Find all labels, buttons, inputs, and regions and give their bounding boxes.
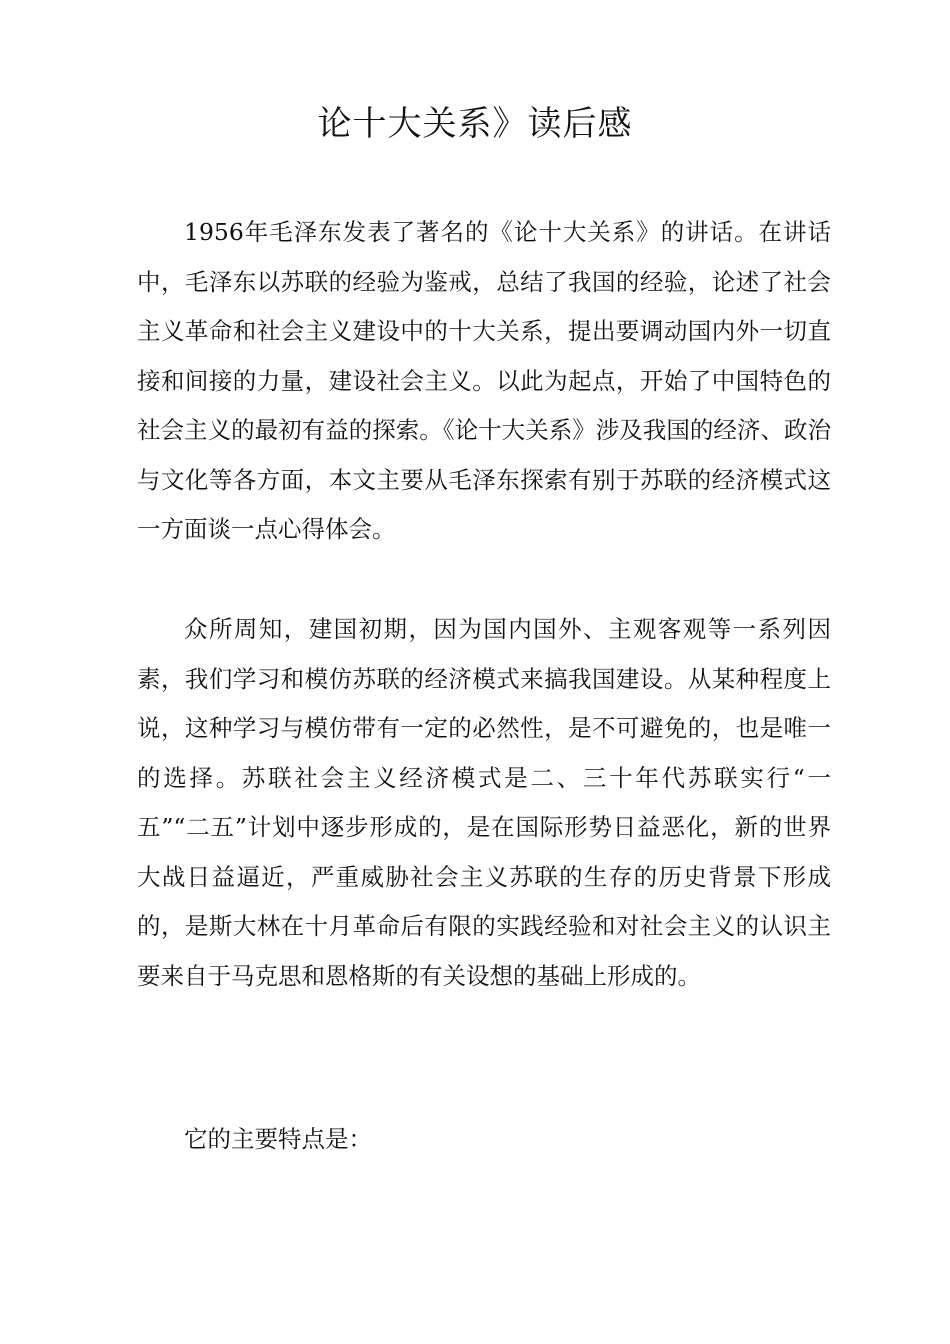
body-paragraph-intro xyxy=(137,208,831,555)
paragraph-text: 1956年毛泽东发表了著名的《论十大关系》的讲话。在讲话中，毛泽东以苏联的经验为鉴戒，总结了我国的经验，论述了社会主义革命和社会主义建设中的十大关系，提出要调动国内外一切直接和间接的力量，建设社会主义。以此为起点，开始了中国特色的社会主义的最初有益的探索。《论十大关系》涉及我国的经济、政治与文化等各方面，本文主要从毛泽东探索有别于苏联的经济模式这一方面谈一点心得体会。 xyxy=(137,218,831,543)
body-paragraph-soviet-model xyxy=(137,605,831,1001)
body-paragraph-features xyxy=(137,1115,831,1165)
paragraph-text: 众所周知，建国初期，因为国内国外、主观客观等一系列因素，我们学习和模仿苏联的经济模式来搞我国建设。从某种程度上说，这种学习与模仿带有一定的必然性，是不可避免的，也是唯一的选择。苏联社会主义经济模式是二、三十年代苏联实行“一五”“二五”计划中逐步形成的，是在国际形势日益恶化，新的世界大战日益逼近，严重威胁社会主义苏联的生存的历史背景下形成的，是斯大林在十月革命后有限的实践经验和对社会主义的认识主要来自于马克思和恩格斯的有关设想的基础上形成的。 xyxy=(137,615,831,990)
document-title: 论十大关系》读后感 xyxy=(317,104,633,144)
paragraph-text: 它的主要特点是： xyxy=(184,1125,372,1153)
